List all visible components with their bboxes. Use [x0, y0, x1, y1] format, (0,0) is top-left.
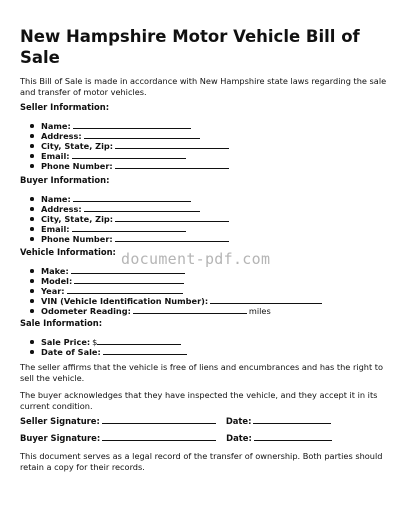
buyer-phone-field[interactable]: Phone Number: [27, 234, 229, 244]
buyer-acknowledgment: The buyer acknowledges that they have inspected the vehicle, and they accept it in its current condition. [20, 390, 378, 412]
buyer-address-field[interactable]: Address: [27, 204, 229, 214]
sale-fields [27, 337, 187, 357]
vehicle-heading: Vehicle Information: [20, 247, 116, 257]
odometer-unit: miles [248, 306, 271, 317]
vehicle-year-field[interactable]: Year: [27, 286, 322, 296]
buyer-city-state-zip-field[interactable]: City, State, Zip: [27, 214, 229, 224]
buyer-heading: Buyer Information: [20, 175, 110, 185]
seller-phone-field[interactable]: Phone Number: [27, 161, 229, 171]
currency-symbol: $ [92, 337, 98, 347]
vehicle-make-field[interactable]: Make: [27, 266, 322, 276]
sale-date-field[interactable]: Date of Sale: [27, 347, 187, 357]
intro-paragraph: This Bill of Sale is made in accordance with New Hampshire state laws regarding the sale and transfer of motor vehicles. [20, 76, 387, 98]
buyer-name-field[interactable]: Name: [27, 194, 229, 204]
seller-fields [27, 121, 229, 171]
buyer-fields [27, 194, 229, 244]
vehicle-vin-field[interactable]: VIN (Vehicle Identification Number): [27, 296, 322, 306]
seller-email-field[interactable]: Email: [27, 151, 229, 161]
vehicle-fields [27, 266, 322, 316]
seller-name-field[interactable]: Name: [27, 121, 229, 131]
seller-city-state-zip-field[interactable]: City, State, Zip: [27, 141, 229, 151]
vehicle-model-field[interactable]: Model: [27, 276, 322, 286]
sale-heading: Sale Information: [20, 318, 103, 328]
buyer-signature-line[interactable]: Buyer Signature: Date: [20, 433, 332, 444]
watermark: document-pdf.com [121, 250, 271, 268]
seller-affirmation: The seller affirms that the vehicle is free of liens and encumbrances and has the right to sell the vehicle. [20, 362, 383, 384]
seller-address-field[interactable]: Address: [27, 131, 229, 141]
seller-heading: Seller Information: [20, 102, 110, 112]
sale-price-field[interactable]: Sale Price: $ [27, 337, 187, 347]
closing-paragraph: This document serves as a legal record of the transfer of ownership. Both parties should retain a copy for their records. [20, 451, 383, 473]
buyer-email-field[interactable]: Email: [27, 224, 229, 234]
vehicle-odometer-field[interactable]: Odometer Reading: miles [27, 306, 322, 316]
page-title: New Hampshire Motor Vehicle Bill of Sale [20, 27, 360, 67]
seller-signature-line[interactable]: Seller Signature: Date: [20, 416, 331, 427]
